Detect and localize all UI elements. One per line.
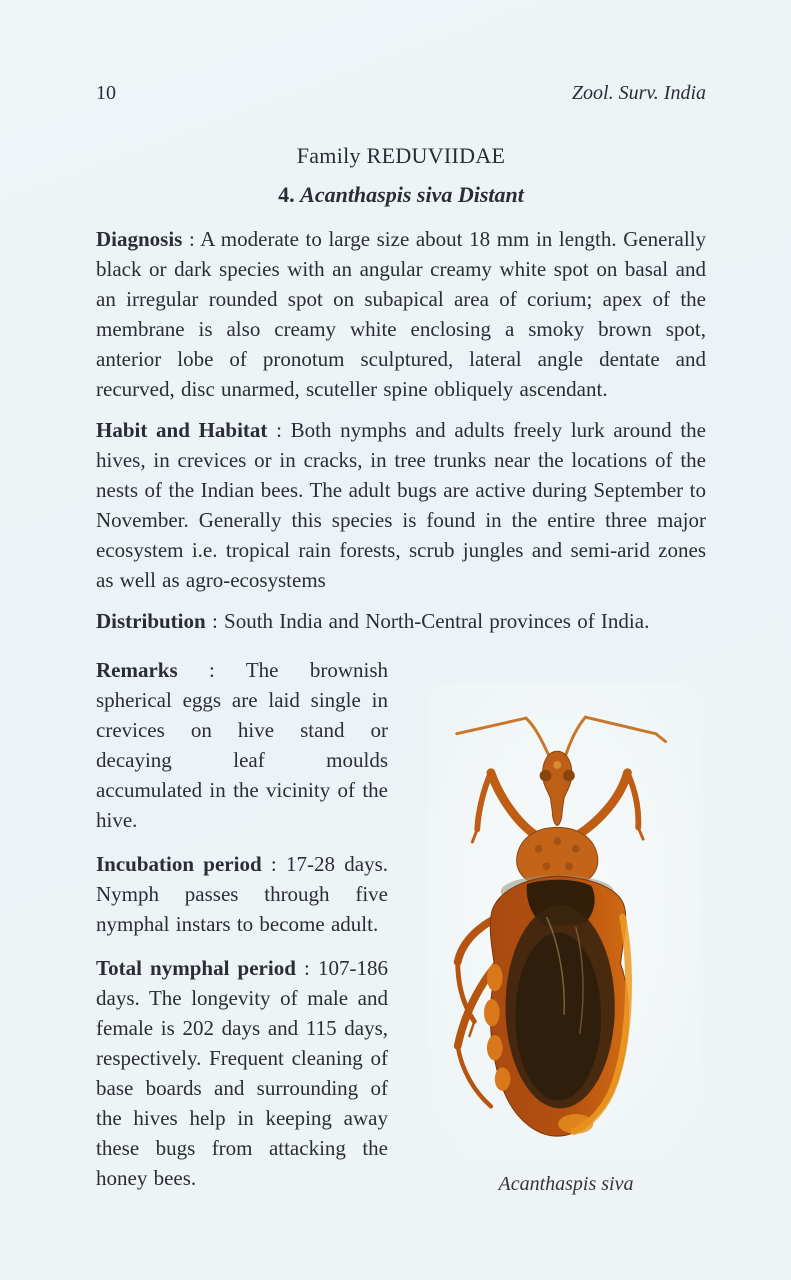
two-column-section	[96, 655, 706, 1196]
paragraph-text-habit-habitat: : Both nymphs and adults freely lurk around the hives, in crevices or in cracks, in tree trunks near the locations of the nests of the Indian bees. The adult bugs are active during September to November. Generally this species is found in the entire three major ecosystem i.e. tropical rain forests, scrub jungles and semi-arid zones as well as agro-ecosystems	[96, 418, 706, 592]
paragraph-text-remarks: : The brownish spherical eggs are laid single in crevices on hive stand or decaying leaf moulds accumulated in the vicinity of the hive.	[96, 658, 388, 832]
paragraph-label-incubation-period: Incubation period	[96, 852, 262, 876]
text-column	[96, 655, 388, 1196]
paragraph-text-incubation-period: : 17-28 days. Nymph passes through five nymphal instars to become adult.	[96, 852, 388, 936]
paragraph-label-remarks: Remarks	[96, 658, 178, 682]
paragraph-label-total-nymphal-period: Total nymphal period	[96, 956, 296, 980]
paragraph-distribution	[96, 606, 706, 636]
insect-figure	[426, 683, 706, 1196]
page-number: 10	[96, 82, 116, 104]
running-header	[96, 82, 706, 105]
paragraph-diagnosis	[96, 224, 706, 404]
insect-photo	[426, 683, 706, 1161]
paragraph-label-diagnosis: Diagnosis	[96, 227, 183, 251]
journal-title: Zool. Surv. India	[571, 82, 706, 104]
pronotum	[517, 827, 598, 882]
figure-column	[426, 655, 706, 1196]
page-content	[96, 82, 706, 1196]
paragraph-text-total-nymphal-period: : 107-186 days. The longevity of male and female is 202 days and 115 days, respectively. Frequent cleaning of base boards and surrounding of the hives help in keeping away these bugs from attacking the honey bees.	[96, 956, 388, 1190]
species-name: Acanthaspis siva Distant	[300, 182, 524, 207]
paragraph-incubation-period	[96, 849, 388, 939]
species-number: 4.	[278, 182, 295, 207]
paragraph-habit-habitat	[96, 415, 706, 595]
paragraph-remarks	[96, 655, 388, 835]
paragraph-label-distribution: Distribution	[96, 609, 206, 633]
species-heading	[96, 182, 706, 208]
figure-caption: Acanthaspis siva	[498, 1173, 634, 1195]
paragraph-total-nymphal-period	[96, 953, 388, 1193]
paragraph-text-diagnosis: : A moderate to large size about 18 mm in length. Generally black or dark species with an angular creamy white spot on basal and an irregular rounded spot on subapical area of corium; apex of the membrane is also creamy white enclosing a smoky brown spot, anterior lobe of pronotum sculptured, lateral angle dentate and recurved, disc unarmed, scuteller spine obliquely ascendant.	[96, 227, 706, 401]
paragraph-label-habit-habitat: Habit and Habitat	[96, 418, 268, 442]
family-heading: Family REDUVIIDAE	[296, 143, 506, 168]
paragraph-text-distribution: : South India and North-Central provinces of India.	[205, 609, 650, 633]
